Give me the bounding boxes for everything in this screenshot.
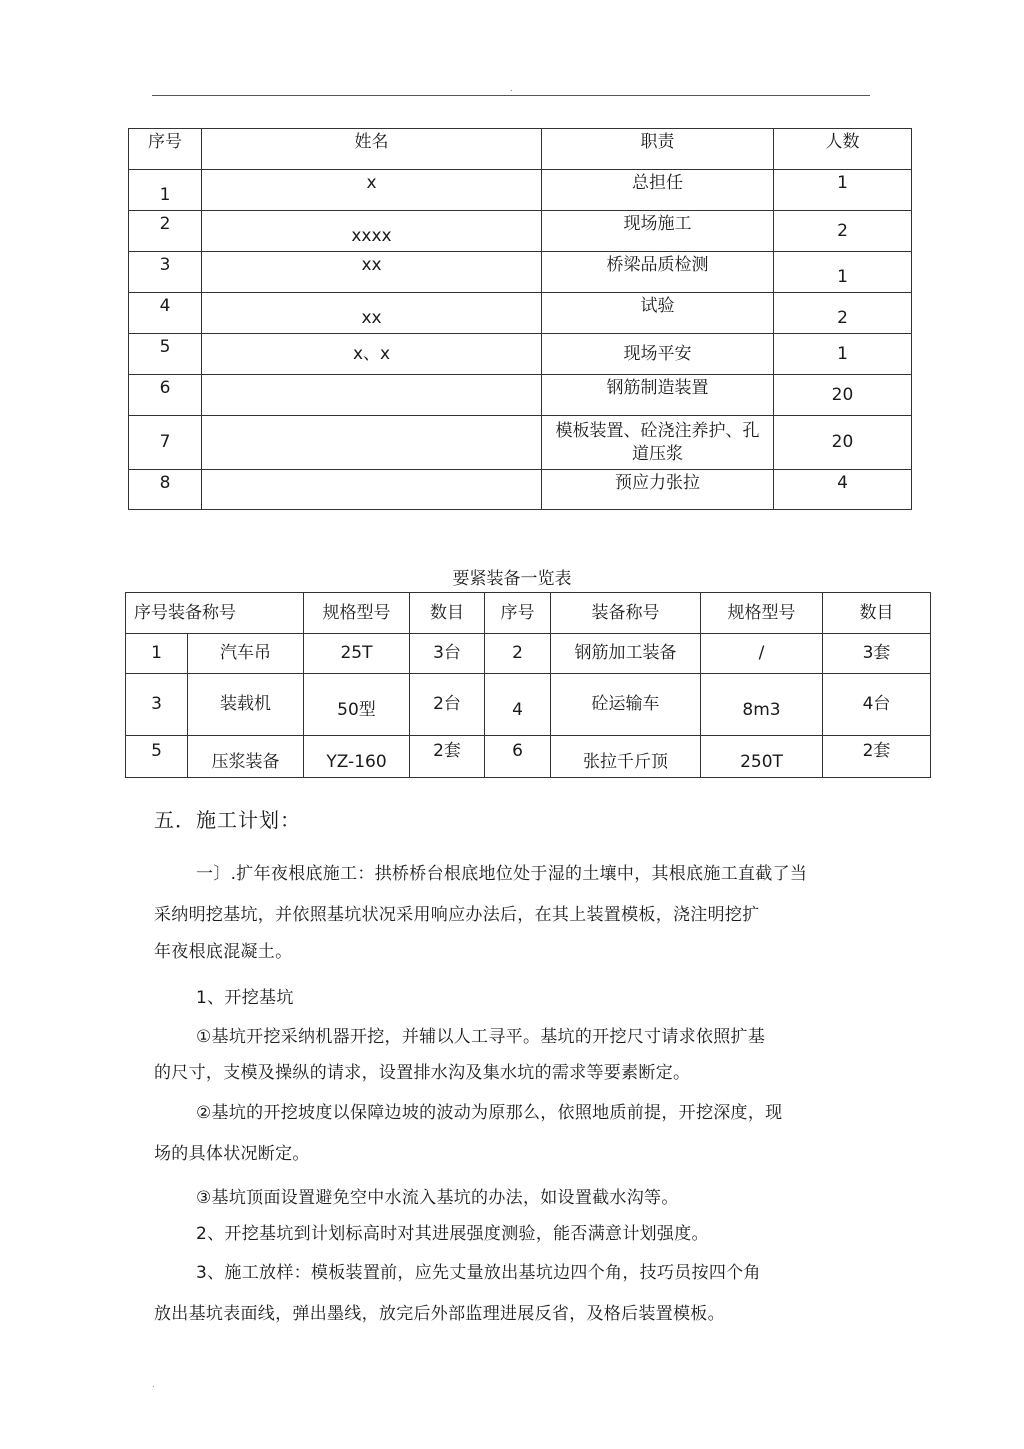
cell: [202, 375, 542, 416]
cell: xx: [202, 293, 542, 334]
cell: x、x: [202, 334, 542, 375]
cell: 2套: [823, 736, 931, 778]
paragraph-line: 场的具体状况断定。: [154, 1144, 310, 1164]
table-row: [126, 674, 931, 736]
cell: /: [701, 634, 823, 674]
cell: 1: [129, 170, 202, 211]
staff-table: [128, 128, 912, 510]
cell: 现场平安: [542, 334, 774, 375]
table-row: [129, 170, 912, 211]
paragraph-line: 年夜根底混凝土。: [154, 942, 293, 962]
cell: 250T: [701, 736, 823, 778]
cell: 装载机: [188, 674, 304, 736]
cell: 2: [774, 293, 912, 334]
header-cell: 装备称号: [551, 593, 701, 634]
cell: 3套: [823, 634, 931, 674]
cell: 模板装置、砼浇注养护、孔道压浆: [542, 416, 774, 470]
header-cell: 职责: [542, 129, 774, 170]
cell: 20: [774, 375, 912, 416]
table-row: [129, 252, 912, 293]
paragraph-line: 的尺寸，支模及操纵的请求，设置排水沟及集水坑的需求等要素断定。: [154, 1063, 691, 1083]
cell: 2套: [410, 736, 485, 778]
header-cell: 人数: [774, 129, 912, 170]
cell: 钢筋制造装置: [542, 375, 774, 416]
paragraph-line: 一〕.扩年夜根底施工：拱桥桥台根底地位处于湿的土壤中，其根底施工直截了当: [196, 864, 808, 884]
cell: 2: [129, 211, 202, 252]
cell: 桥梁品质检测: [542, 252, 774, 293]
header-cell: 序号: [485, 593, 551, 634]
paragraph-line: 1、开挖基坑: [196, 988, 294, 1008]
cell: 4台: [823, 674, 931, 736]
header-cell: 姓名: [202, 129, 542, 170]
cell: 4: [774, 470, 912, 510]
section-heading: 五．施工计划：: [154, 808, 301, 832]
header-cell: 数目: [410, 593, 485, 634]
table-row: [129, 334, 912, 375]
cell: xxxx: [202, 211, 542, 252]
header-rule: [152, 95, 870, 96]
header-cell: 序号: [129, 129, 202, 170]
equipment-table: [125, 592, 931, 778]
cell: 8: [129, 470, 202, 510]
header-dot: .: [510, 84, 513, 94]
cell: 1: [774, 170, 912, 211]
cell: 汽车吊: [188, 634, 304, 674]
paragraph-line: ②基坑的开挖坡度以保障边坡的波动为原那么，依照地质前提，开挖深度，现: [196, 1103, 783, 1123]
cell: 张拉千斤顶: [551, 736, 701, 778]
cell: xx: [202, 252, 542, 293]
cell: 预应力张拉: [542, 470, 774, 510]
table-row: [129, 293, 912, 334]
cell: 4: [485, 674, 551, 736]
cell: 6: [129, 375, 202, 416]
cell: [202, 470, 542, 510]
header-cell: 规格型号: [304, 593, 410, 634]
paragraph-line: 采纳明挖基坑，并依照基坑状况采用响应办法后，在其上装置模板，浇注明挖扩: [154, 905, 760, 925]
cell: 3台: [410, 634, 485, 674]
table-row: [129, 375, 912, 416]
cell: x: [202, 170, 542, 211]
equipment-caption: 要紧装备一览表: [452, 569, 572, 589]
header-cell: 数目: [823, 593, 931, 634]
cell: 砼运输车: [551, 674, 701, 736]
cell: YZ-160: [304, 736, 410, 778]
header-cell: 序号装备称号: [126, 593, 304, 634]
table-row: [126, 634, 931, 674]
cell: 50型: [304, 674, 410, 736]
paragraph-line: 2、开挖基坑到计划标高时对其进展强度测验，能否满意计划强度。: [196, 1224, 709, 1244]
table-header-row: [129, 129, 912, 170]
table-row: [126, 736, 931, 778]
cell: 现场施工: [542, 211, 774, 252]
cell: 钢筋加工装备: [551, 634, 701, 674]
cell: 5: [129, 334, 202, 375]
cell: 6: [485, 736, 551, 778]
cell: 1: [774, 252, 912, 293]
paragraph-line: ③基坑顶面设置避免空中水流入基坑的办法，如设置截水沟等。: [196, 1188, 679, 1208]
cell: 20: [774, 416, 912, 470]
cell: 1: [774, 334, 912, 375]
cell: 总担任: [542, 170, 774, 211]
cell: 25T: [304, 634, 410, 674]
paragraph-line: 3、施工放样：模板装置前，应先丈量放出基坑边四个角，技巧员按四个角: [196, 1263, 761, 1283]
table-row: [129, 211, 912, 252]
cell: 2: [774, 211, 912, 252]
footer-dot: .: [152, 1380, 155, 1390]
cell: 3: [126, 674, 188, 736]
paragraph-line: ①基坑开挖采纳机器开挖，并辅以人工寻平。基坑的开挖尺寸请求依照扩基: [196, 1027, 766, 1047]
table-row: [129, 416, 912, 470]
cell: 7: [129, 416, 202, 470]
cell: 5: [126, 736, 188, 778]
cell: 4: [129, 293, 202, 334]
table-row: [129, 470, 912, 510]
cell: 1: [126, 634, 188, 674]
cell: 压浆装备: [188, 736, 304, 778]
header-cell: 规格型号: [701, 593, 823, 634]
cell: 3: [129, 252, 202, 293]
cell: 8m3: [701, 674, 823, 736]
cell: 2台: [410, 674, 485, 736]
cell: 2: [485, 634, 551, 674]
cell: [202, 416, 542, 470]
cell: 试验: [542, 293, 774, 334]
paragraph-line: 放出基坑表面线，弹出墨线，放完后外部监理进展反省，及格后装置模板。: [154, 1304, 725, 1324]
table-header-row: [126, 593, 931, 634]
